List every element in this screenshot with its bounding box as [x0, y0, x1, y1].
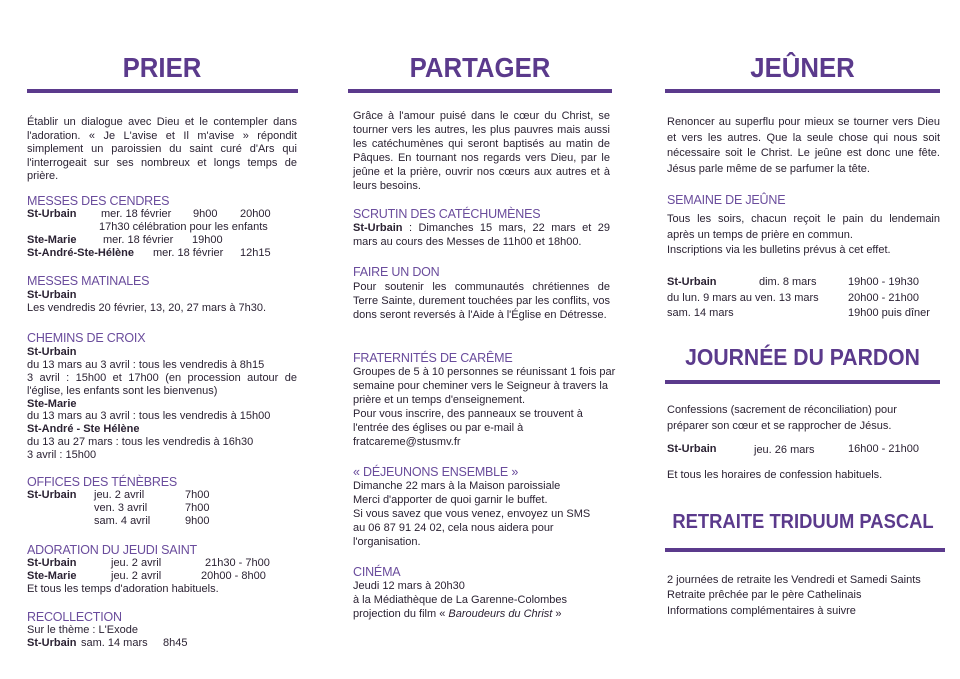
partager-intro: Grâce à l'amour puisé dans le cœur du Christ, se tourner vers les autres, les plus pauvres mais aussi les catéchumènes qui seront baptisés au matin de Pâques. En tournant nos regards vers Dieu, par le jeûne et la prière, ouvrir nos cœurs aux autres et à leurs besoins. [353, 110, 610, 192]
tenebres-time: 9h00 [185, 515, 210, 527]
cinema-line: à la Médiathèque de La Garenne-Colombes [353, 594, 568, 606]
cinema-heading: CINÉMA [353, 565, 401, 579]
prier-title-rule [27, 89, 298, 93]
jeuner-title: JEÛNER [750, 52, 855, 83]
pardon-day: jeu. 26 mars [754, 444, 815, 456]
scrutin-text [353, 222, 610, 249]
semaine-day: dim. 8 mars [759, 276, 817, 288]
cendres-time: 19h00 [192, 234, 223, 246]
cinema-quote-close: » [552, 608, 562, 620]
cendres-time: 9h00 [193, 208, 218, 220]
tenebres-place: St-Urbain [27, 489, 77, 501]
pardon-note: Et tous les horaires de confession habituels. [667, 469, 883, 481]
don-text: Pour soutenir les communautés chrétiennes de Terre Sainte, durement touchées par les conflits, vos dons seront reversés à l'Aide à l'Église en Détresse. [353, 281, 610, 321]
semaine-text: Tous les soirs, chacun reçoit le pain du lendemain après un temps de prière en commun. [667, 213, 940, 241]
don-heading: FAIRE UN DON [353, 265, 440, 279]
pardon-title-rule [665, 380, 940, 384]
recollection-place: St-Urbain [27, 637, 77, 649]
pardon-title: JOURNÉE DU PARDON [685, 344, 920, 370]
retraite-line: Retraite prêchée par le père Cathelinais [667, 589, 862, 601]
tenebres-heading: OFFICES DES TÉNÈBRES [27, 475, 177, 489]
cendres-date: mer. 18 février [103, 234, 174, 246]
semaine-day: sam. 14 mars [667, 307, 734, 319]
retraite-line: Informations complémentaires à suivre [667, 605, 856, 617]
fraternites-heading: FRATERNITÉS DE CARÊME [353, 351, 513, 365]
cinema-projection: projection du film « [353, 608, 449, 620]
croix-heading: CHEMINS DE CROIX [27, 331, 146, 345]
cendres-heading: MESSES DES CENDRES [27, 194, 170, 208]
cendres-place: St-Urbain [27, 208, 77, 220]
jeuner-intro: Renoncer au superflu pour mieux se tourner vers Dieu et vers les autres. Que la seule chose qui nous soit nécessaire soit le Christ. Le jeûne est donc une fête. Jésus parle même de se parfumer la tête. [667, 116, 940, 175]
semaine-day: du lun. 9 mars au ven. 13 mars [667, 292, 819, 304]
cendres-date: mer. 18 février [101, 208, 172, 220]
croix-line: du 13 mars au 3 avril : tous les vendredis à 8h15 [27, 359, 265, 371]
croix-place: St-Urbain [27, 346, 77, 358]
semaine-time: 19h00 puis dîner [848, 307, 930, 319]
semaine-heading: SEMAINE DE JEÛNE [667, 193, 786, 207]
croix-line: du 13 au 27 mars : tous les vendredis à 16h30 [27, 436, 254, 448]
retraite-title-rule [665, 548, 945, 552]
matinales-place: St-Urbain [27, 289, 77, 301]
jeuner-title-rule [665, 89, 940, 93]
tenebres-day: jeu. 2 avril [94, 489, 145, 501]
recollection-theme: Sur le thème : L'Exode [27, 624, 138, 636]
tenebres-day: sam. 4 avril [94, 515, 151, 527]
scrutin-place: St-Urbain [353, 222, 403, 234]
cinema-line: Jeudi 12 mars à 20h30 [353, 580, 465, 592]
matinales-text: Les vendredis 20 février, 13, 20, 27 mars à 7h30. [27, 302, 267, 314]
croix-line: 3 avril : 15h00 et 17h00 (en procession autour de l'église, les enfants sont les bienvenus) [27, 372, 297, 397]
retraite-line: 2 journées de retraite les Vendredi et Samedi Saints [667, 574, 921, 586]
adoration-day: jeu. 2 avril [111, 570, 162, 582]
cendres-time: 12h15 [240, 247, 271, 259]
adoration-note: Et tous les temps d'adoration habituels. [27, 583, 219, 595]
semaine-text2: Inscriptions via les bulletins prévus à cet effet. [667, 244, 891, 256]
dejeunons-heading: « DÉJEUNONS ENSEMBLE » [353, 465, 519, 479]
recollection-day: sam. 14 mars [81, 637, 148, 649]
adoration-place: St-Urbain [27, 557, 77, 569]
croix-place: Ste-Marie [27, 398, 77, 410]
tenebres-day: ven. 3 avril [94, 502, 148, 514]
prier-title: PRIER [122, 52, 202, 83]
dejeunons-line: Si vous savez que vous venez, envoyez un SMS [353, 508, 591, 520]
pardon-place: St-Urbain [667, 443, 717, 455]
dejeunons-line: au 06 87 91 24 02, cela nous aidera pour [353, 522, 554, 534]
croix-line: 3 avril : 15h00 [27, 449, 97, 461]
fraternites-line: prière et un temps d'enseignement. [353, 394, 526, 406]
fraternites-line: Pour vous inscrire, des panneaux se trouvent à [353, 408, 583, 420]
cendres-time: 20h00 [240, 208, 271, 220]
fraternites-email-link[interactable]: fratcareme@stusmv.fr [353, 436, 461, 448]
dejeunons-line: l'organisation. [353, 536, 421, 548]
cendres-date: mer. 18 février [153, 247, 224, 259]
croix-place: St-André - Ste Hélène [27, 423, 140, 435]
matinales-heading: MESSES MATINALES [27, 274, 150, 288]
scrutin-dates: : Dimanches 15 mars, 22 mars et 29 mars au cours des Messes de 11h00 et 18h00. [353, 222, 610, 248]
adoration-day: jeu. 2 avril [111, 557, 162, 569]
fraternites-line: semaine pour cheminer vers le Seigneur à travers la [353, 380, 608, 392]
cendres-place: Ste-Marie [27, 234, 77, 246]
semaine-time: 20h00 - 21h00 [848, 292, 919, 304]
recollection-time: 8h45 [163, 637, 188, 649]
prier-intro: Établir un dialogue avec Dieu et le contempler dans l'adoration. « Je L'avise et Il m'avise » répondit simplement un paroissien du saint curé d'Ars qui l'interrogeait sur ses nombreux et longs temps de prière. [27, 116, 297, 183]
semaine-time: 19h00 - 19h30 [848, 276, 919, 288]
partager-title: PARTAGER [409, 52, 551, 83]
cinema-film-title: Baroudeurs du Christ [448, 608, 553, 620]
retraite-title: RETRAITE TRIDUUM PASCAL [672, 511, 934, 533]
adoration-time: 20h00 - 8h00 [201, 570, 266, 582]
tenebres-time: 7h00 [185, 489, 210, 501]
dejeunons-line: Dimanche 22 mars à la Maison paroissiale [353, 480, 561, 492]
croix-line: du 13 mars au 3 avril : tous les vendredis à 15h00 [27, 410, 271, 422]
adoration-heading: ADORATION DU JEUDI SAINT [27, 543, 197, 557]
dejeunons-line: Merci d'apporter de quoi garnir le buffet. [353, 494, 548, 506]
pardon-time: 16h00 - 21h00 [848, 443, 919, 455]
recollection-heading: RECOLLECTION [27, 610, 122, 624]
fraternites-line: l'entrée des églises ou par e-mail à [353, 422, 524, 434]
tenebres-time: 7h00 [185, 502, 210, 514]
pardon-line: Confessions (sacrement de réconciliation) pour [667, 404, 897, 416]
semaine-place: St-Urbain [667, 276, 717, 288]
partager-title-rule [348, 89, 612, 93]
cendres-note: 17h30 célébration pour les enfants [99, 221, 268, 233]
fraternites-line: Groupes de 5 à 10 personnes se réunissant 1 fois par [353, 366, 616, 378]
adoration-place: Ste-Marie [27, 570, 77, 582]
cinema-line [353, 608, 562, 621]
scrutin-heading: SCRUTIN DES CATÉCHUMÈNES [353, 207, 541, 221]
cendres-place: St-André-Ste-Hélène [27, 247, 134, 259]
adoration-time: 21h30 - 7h00 [205, 557, 270, 569]
pardon-line: préparer son cœur et se rapprocher de Jésus. [667, 420, 892, 432]
